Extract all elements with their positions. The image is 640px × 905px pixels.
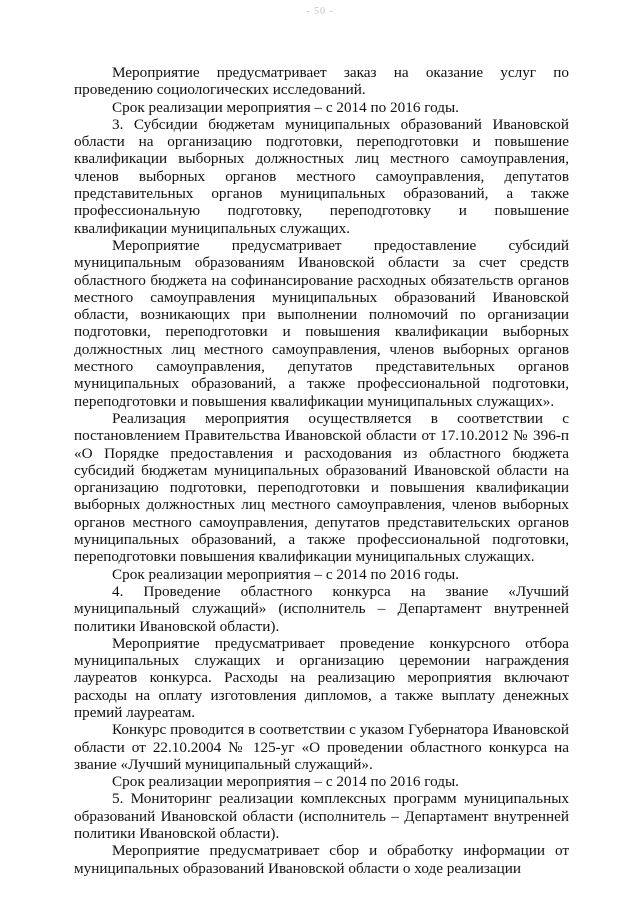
page-number: - 50 - xyxy=(306,6,334,17)
paragraph-9: Конкурс проводится в соответствии с указом Губернатора Ивановской области от 22.10.2004 № 125-уг «О проведении областного конкурса на звание «Лучший муниципальный служащий». xyxy=(74,721,569,773)
paragraph-2: Срок реализации мероприятия – с 2014 по 2016 годы. xyxy=(112,98,459,116)
paragraph-3: 3. Субсидии бюджетам муниципальных образований Ивановской области на организацию подготовки, переподготовки и повышение квалификации выборных должностных лиц местного самоуправления, членов выборных органов местного самоуправления, депутатов представительных органов муниципальных образований, а также профессиональную подготовку, переподготовку и повышение квалификации муниципальных служащих. xyxy=(74,115,569,237)
paragraph-11: 5. Мониторинг реализации комплексных программ муниципальных образований Ивановской области (исполнитель – Департамент внутренней политики Ивановской области). xyxy=(74,790,569,843)
paragraph-7: 4. Проведение областного конкурса на звание «Лучший муниципальный служащий» (исполнитель – Департамент внутренней политики Ивановской области). xyxy=(74,582,569,635)
paragraph-12: Мероприятие предусматривает сбор и обработку информации от муниципальных образований Ивановской области о ходе реализации xyxy=(74,842,569,877)
paragraph-10: Срок реализации мероприятия – с 2014 по 2016 годы. xyxy=(112,773,459,791)
document-body xyxy=(74,64,569,877)
paragraph-5: Реализация мероприятия осуществляется в соответствии с постановлением Правительства Ивановской области от 17.10.2012 № 396-п «О Порядке предоставления и расходования из областного бюджета субсидий бюджетам муниципальных образований Ивановской области на организацию подготовки, переподготовки и повышения квалификации выборных должностных лиц местного самоуправления, членов выборных органов местного самоуправления, депутатов представительских органов муниципальных образований, а также профессиональной подготовки, переподготовки повышения квалификации муниципальных служащих. xyxy=(74,409,569,566)
paragraph-6: Срок реализации мероприятия – с 2014 по 2016 годы. xyxy=(112,565,459,583)
paragraph-1: Мероприятие предусматривает заказ на оказание услуг по проведению социологических исследований. xyxy=(74,64,569,99)
paragraph-4: Мероприятие предусматривает предоставление субсидий муниципальным образованиям Ивановской области за счет средств областного бюджета на софинансирование расходных обязательств органов местного самоуправления муниципальных образований Ивановской области, возникающих при выполнении полномочий по организации подготовки, переподготовки и повышения квалификации выборных должностных лиц местного самоуправления, членов выборных органов местного самоуправления, депутатов представительных органов муниципальных образований, а также профессиональной подготовки, переподготовки и повышения квалификации муниципальных служащих». xyxy=(74,236,569,410)
paragraph-8: Мероприятие предусматривает проведение конкурсного отбора муниципальных служащих и организацию церемонии награждения лауреатов конкурса. Расходы на реализацию мероприятия включают расходы на оплату изготовления дипломов, а также выплату денежных премий лауреатам. xyxy=(74,634,569,721)
